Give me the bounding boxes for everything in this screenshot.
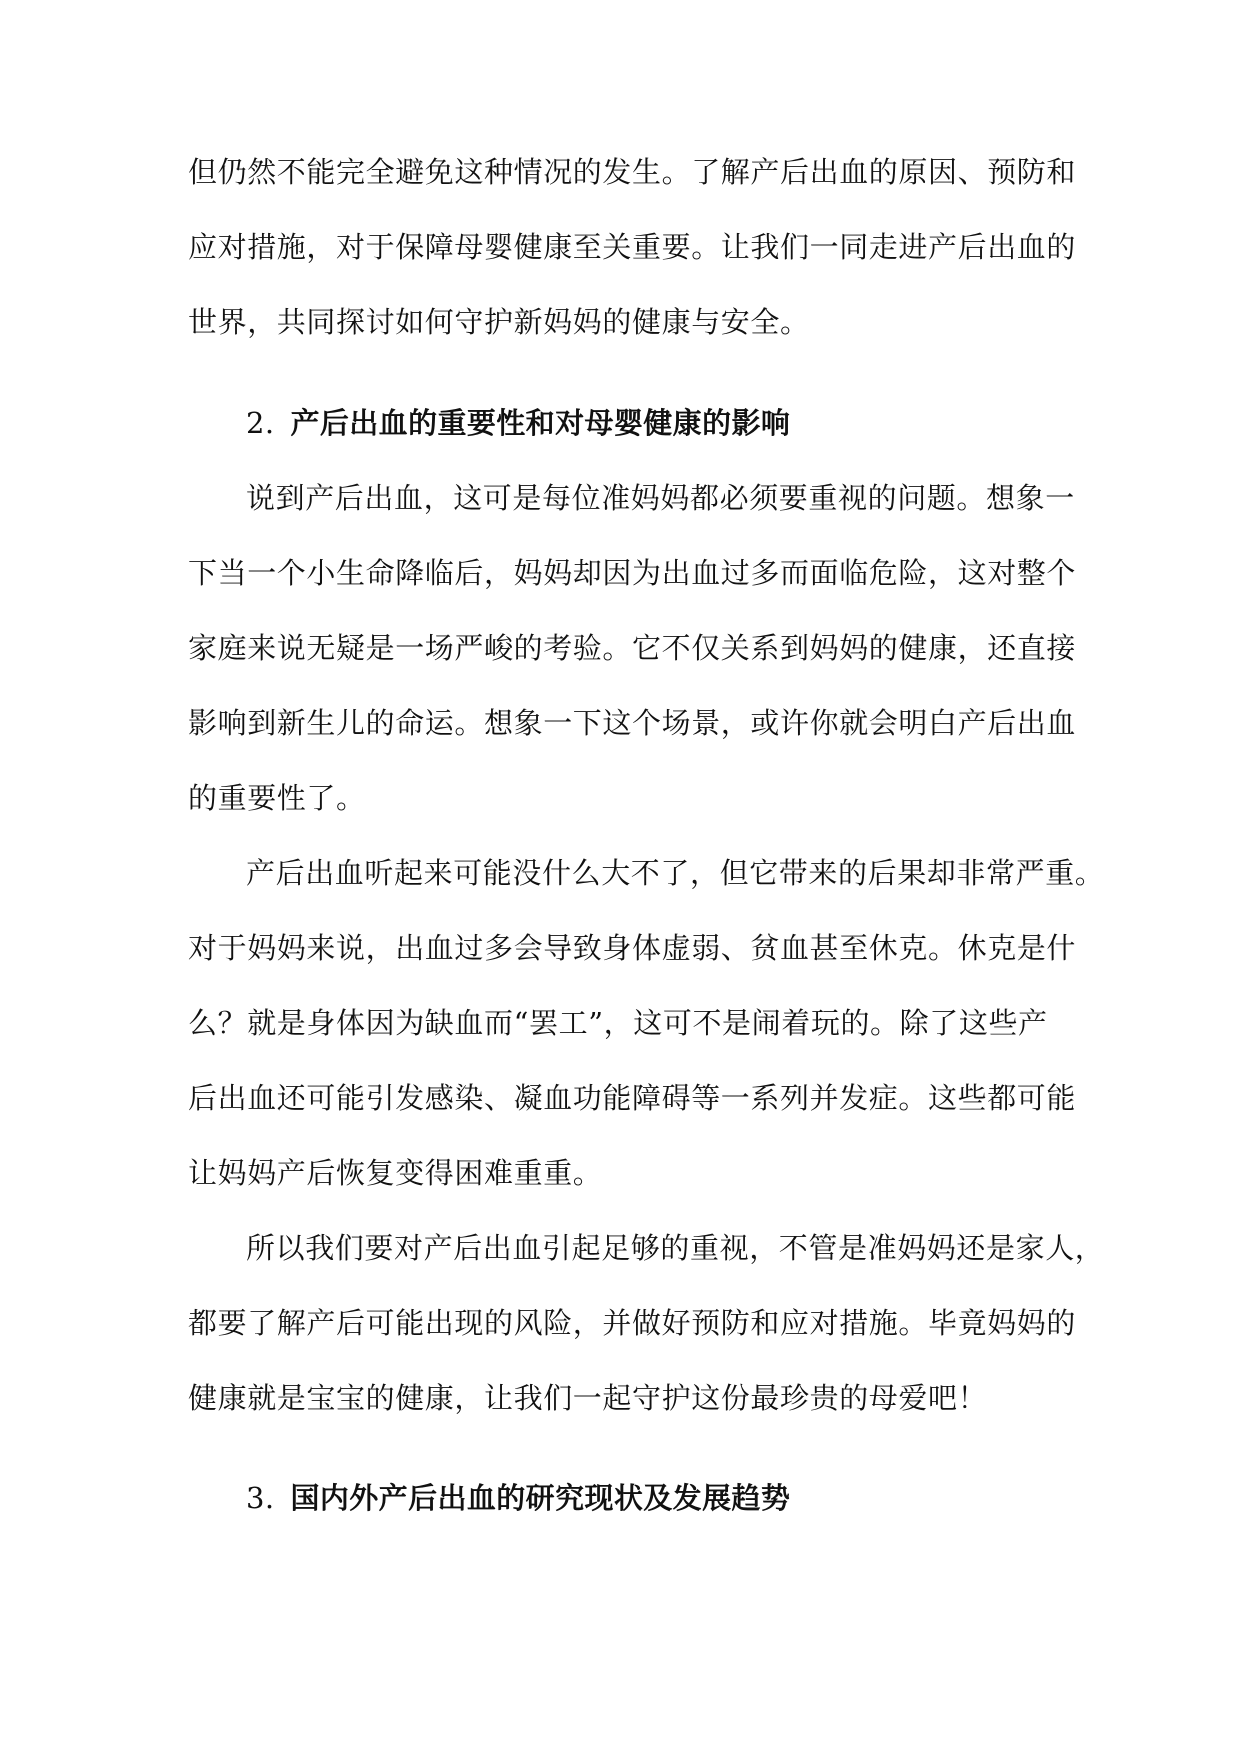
section-3-heading: [246, 1478, 1068, 1518]
s2-p3-line-3: 健康就是宝宝的健康，让我们一起守护这份最珍贵的母爱吧！: [188, 1381, 988, 1415]
intro-line-2: 应对措施，对于保障母婴健康至关重要。让我们一同走进产后出血的: [188, 230, 1077, 264]
intro-line-3: 世界，共同探讨如何守护新妈妈的健康与安全。: [188, 305, 810, 339]
intro-line-1: 但仍然不能完全避免这种情况的发生。了解产后出血的原因、预防和: [188, 155, 1077, 189]
s2-p1-line-4: 影响到新生儿的命运。想象一下这个场景，或许你就会明白产后出血: [188, 706, 1077, 740]
s2-p1-line-1: 说到产后出血，这可是每位准妈妈都必须要重视的问题。想象一: [246, 481, 1075, 515]
s2-p3-line-1: 所以我们要对产后出血引起足够的重视，不管是准妈妈还是家人，: [246, 1231, 1105, 1265]
s2-p1-line-3: 家庭来说无疑是一场严峻的考验。它不仅关系到妈妈的健康，还直接: [188, 631, 1077, 665]
s2-p1-line-2: 下当一个小生命降临后，妈妈却因为出血过多而面临危险，这对整个: [188, 556, 1077, 590]
s2-p2-line-2: 对于妈妈来说，出血过多会导致身体虚弱、贫血甚至休克。休克是什: [188, 931, 1077, 965]
section-2-number: 2.: [246, 406, 275, 440]
s2-p2-line-4: 后出血还可能引发感染、凝血功能障碍等一系列并发症。这些都可能: [188, 1081, 1077, 1115]
section-2-title: 产后出血的重要性和对母婴健康的影响: [290, 406, 791, 440]
section-2-heading: [246, 403, 1068, 443]
s2-p3-line-2: 都要了解产后可能出现的风险，并做好预防和应对措施。毕竟妈妈的: [188, 1306, 1077, 1340]
s2-p2-line-5: 让妈妈产后恢复变得困难重重。: [188, 1156, 603, 1190]
s2-p1-line-5: 的重要性了。: [188, 781, 366, 815]
s2-p2-line-3: 么？就是身体因为缺血而“罢工”，这可不是闹着玩的。除了这些产: [188, 1006, 1048, 1040]
s2-p2-line-1: 产后出血听起来可能没什么大不了，但它带来的后果却非常严重。: [246, 856, 1105, 890]
section-3-title: 国内外产后出血的研究现状及发展趋势: [290, 1481, 791, 1515]
section-3-number: 3.: [246, 1481, 275, 1515]
